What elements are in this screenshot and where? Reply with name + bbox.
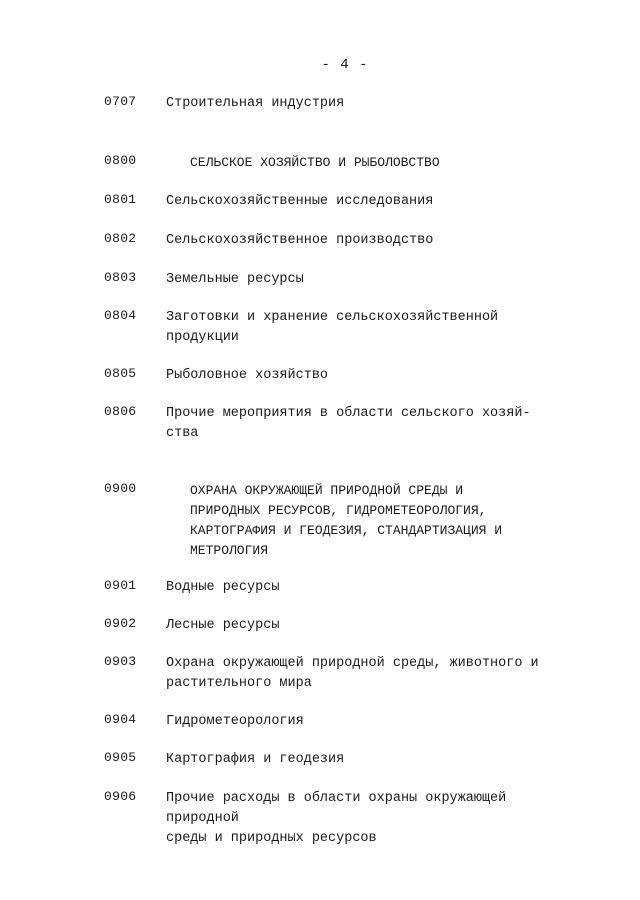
- entry-code: 0902: [104, 616, 137, 631]
- entry-code: 0801: [104, 192, 137, 207]
- entry-code: 0906: [104, 789, 137, 804]
- entry-title: ОХРАНА ОКРУЖАЮЩЕЙ ПРИРОДНОЙ СРЕДЫ И ПРИРОДНЫХ РЕСУРСОВ, ГИДРОМЕТЕОРОЛОГИЯ, КАРТОГРАФИЯ И ГЕОДЕЗИЯ, СТАНДАРТИЗАЦИЯ И МЕТРОЛОГИЯ: [190, 483, 503, 558]
- entry-code: 0905: [104, 750, 137, 765]
- entry-code: 0800: [104, 153, 137, 168]
- entry-code: 0901: [104, 578, 137, 593]
- entry-title: СЕЛЬСКОЕ ХОЗЯЙСТВО И РЫБОЛОВСТВО: [190, 155, 440, 170]
- entry-title: Заготовки и хранение сельскохозяйственной продукции: [166, 310, 499, 345]
- entry-title: Сельскохозяйственное производство: [166, 233, 434, 248]
- entry-code: 0802: [104, 231, 137, 246]
- entry-title: Водные ресурсы: [166, 580, 280, 595]
- entry-title: Прочие расходы в области охраны окружающей природной среды и природных ресурсов: [166, 791, 507, 846]
- entry-title: Картография и геодезия: [166, 752, 345, 767]
- entry-title: Строительная индустрия: [166, 96, 345, 111]
- entry-code: 0804: [104, 308, 137, 323]
- entry-title: Гидрометеорология: [166, 714, 304, 729]
- entry-code: 0803: [104, 270, 137, 285]
- entry-title: Охрана окружающей природной среды, животного и растительного мира: [166, 656, 539, 691]
- entry-title: Прочие мероприятия в области сельского хозяй- ства: [166, 406, 531, 441]
- entry-code: 0806: [104, 404, 137, 419]
- entry-title: Сельскохозяйственные исследования: [166, 194, 434, 209]
- entry-code: 0904: [104, 712, 137, 727]
- entry-title: Земельные ресурсы: [166, 272, 304, 287]
- entry-title: Рыболовное хозяйство: [166, 368, 329, 383]
- entry-code: 0900: [104, 481, 137, 496]
- entry-title: Лесные ресурсы: [166, 618, 280, 633]
- entry-code: 0805: [104, 366, 137, 381]
- entry-code: 0707: [104, 94, 137, 109]
- page-number: - 4 -: [321, 57, 369, 73]
- entry-code: 0903: [104, 654, 137, 669]
